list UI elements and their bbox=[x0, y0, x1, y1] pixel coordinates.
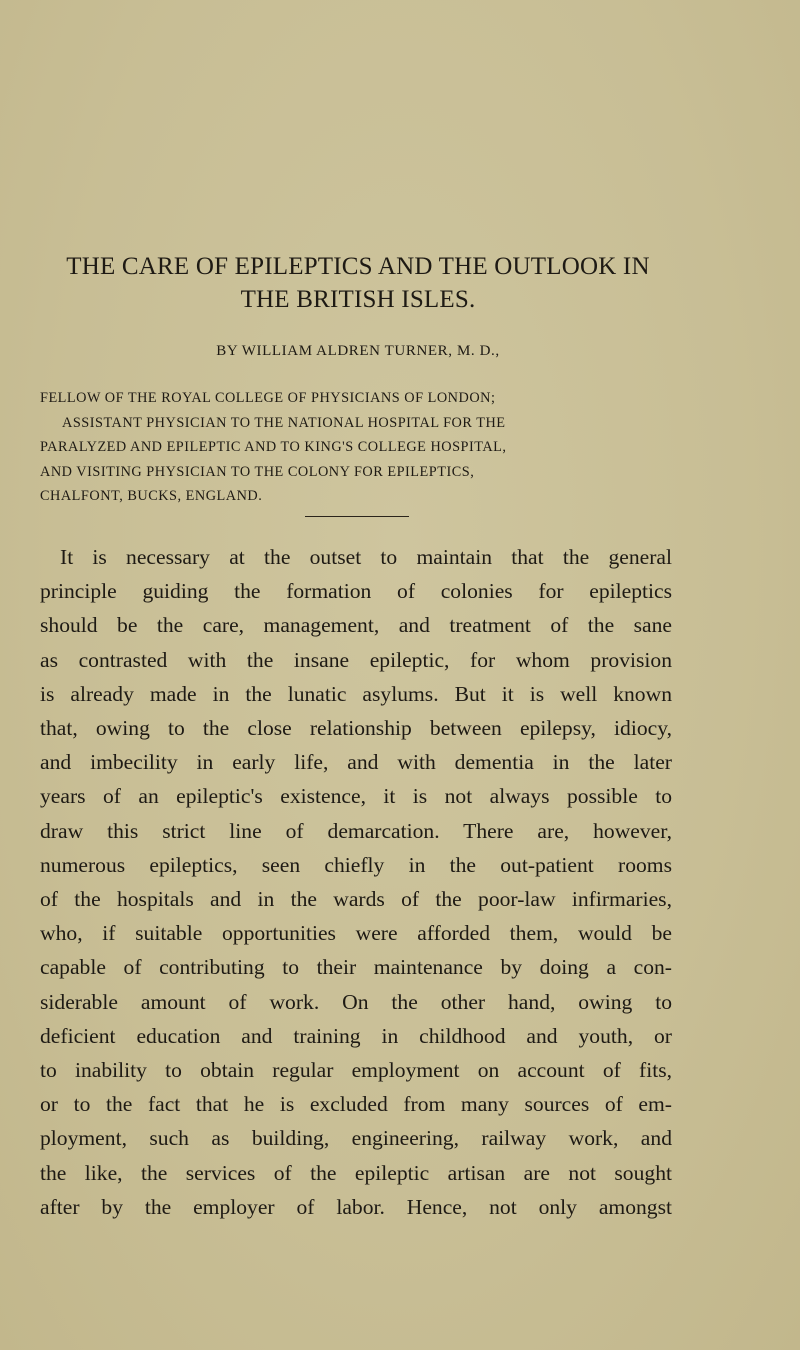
body-line: is already made in the lunatic asylums. But it is well known bbox=[40, 681, 672, 706]
body-line: capable of contributing to their maintenance by doing a con- bbox=[40, 955, 672, 980]
body-line: ployment, such as building, engineering, railway work, and bbox=[40, 1126, 672, 1151]
body-line: the like, the services of the epileptic artisan are not sought bbox=[40, 1160, 672, 1185]
body-line: It is necessary at the outset to maintain that the general bbox=[60, 545, 672, 569]
body-line: draw this strict line of demarcation. There are, however, bbox=[40, 818, 672, 843]
body-line: and imbecility in early life, and with dementia in the later bbox=[40, 750, 672, 775]
author-byline: BY WILLIAM ALDREN TURNER, M. D., bbox=[216, 343, 500, 359]
body-line: principle guiding the formation of colonies for epileptics bbox=[40, 579, 672, 604]
body-line: years of an epileptic's existence, it is not always possible to bbox=[40, 784, 672, 809]
body-line: of the hospitals and in the wards of the poor-law infirmaries, bbox=[40, 887, 672, 912]
body-line: after by the employer of labor. Hence, not only amongst bbox=[40, 1194, 672, 1219]
body-line: who, if suitable opportunities were afforded them, would be bbox=[40, 921, 672, 946]
article-title bbox=[28, 250, 688, 316]
body-line: as contrasted with the insane epileptic, for whom provision bbox=[40, 647, 672, 672]
body-line: deficient education and training in childhood and youth, or bbox=[40, 1023, 672, 1048]
credentials-line: FELLOW OF THE ROYAL COLLEGE OF PHYSICIANS OF LONDON; bbox=[40, 390, 496, 406]
body-line: numerous epileptics, seen chiefly in the out-patient rooms bbox=[40, 852, 672, 877]
credentials-line: ASSISTANT PHYSICIAN TO THE NATIONAL HOSPITAL FOR THE bbox=[62, 414, 506, 431]
body-paragraph bbox=[40, 540, 672, 1224]
credentials-line: PARALYZED AND EPILEPTIC AND TO KING'S COLLEGE HOSPITAL, bbox=[40, 439, 507, 455]
section-divider bbox=[305, 516, 409, 517]
title-line: THE CARE OF EPILEPTICS AND THE OUTLOOK IN bbox=[66, 253, 650, 280]
body-line: that, owing to the close relationship between epilepsy, idiocy, bbox=[40, 716, 672, 741]
credentials-line: CHALFONT, BUCKS, ENGLAND. bbox=[40, 488, 263, 504]
credentials-line: AND VISITING PHYSICIAN TO THE COLONY FOR EPILEPTICS, bbox=[40, 463, 475, 480]
title-line: THE BRITISH ISLES. bbox=[240, 286, 476, 313]
body-line: should be the care, management, and treatment of the sane bbox=[40, 613, 672, 638]
body-line: siderable amount of work. On the other hand, owing to bbox=[40, 989, 672, 1014]
body-line: to inability to obtain regular employment on account of fits, bbox=[40, 1058, 672, 1083]
body-line: or to the fact that he is excluded from many sources of em- bbox=[40, 1092, 672, 1117]
author-credentials bbox=[40, 386, 662, 509]
